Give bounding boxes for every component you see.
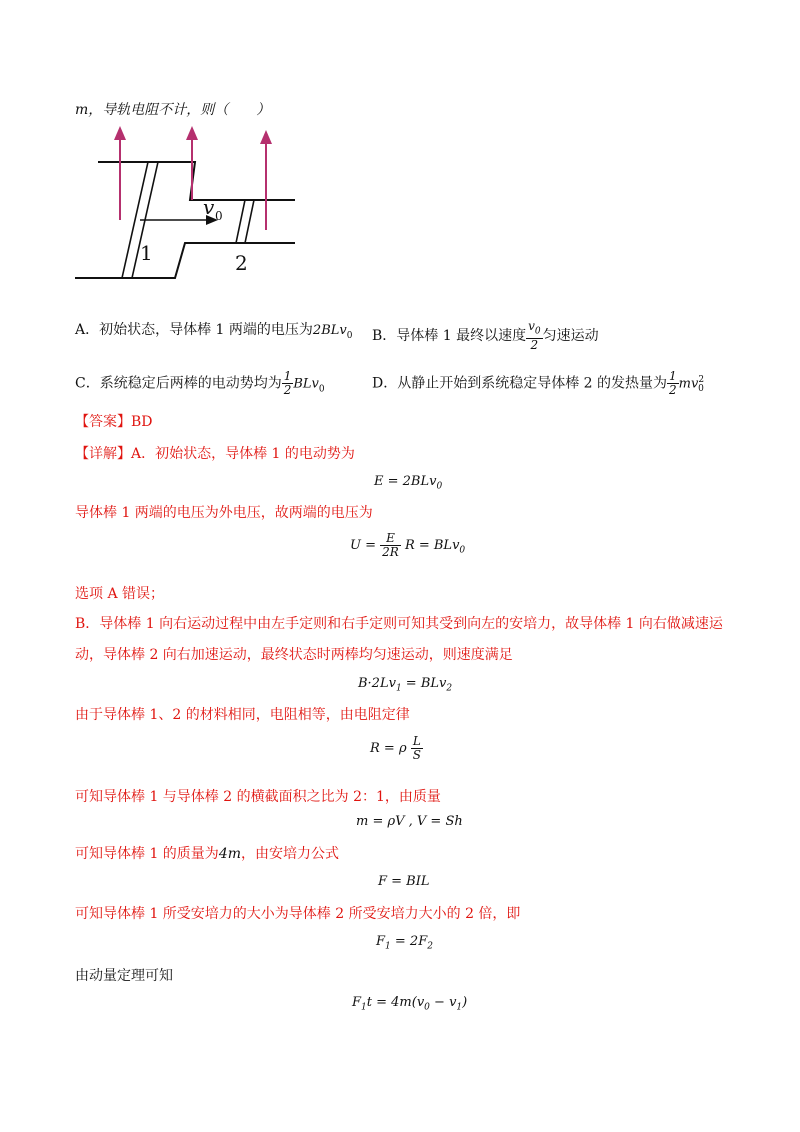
detail-p2: [75, 503, 373, 523]
eq-text: R = BLv: [404, 538, 460, 553]
detail-p8: [75, 844, 339, 864]
sub: 1: [361, 1002, 367, 1013]
detail-text: 选项 A 错误；: [75, 586, 165, 602]
detail-text: 由动量定理可知: [75, 968, 173, 984]
sub: 1: [395, 683, 402, 694]
sub: 2: [446, 683, 453, 694]
rod-2-right: [245, 200, 254, 243]
detail-p1: [75, 444, 355, 464]
eq-resistance: [370, 735, 423, 762]
sub: 1: [456, 1002, 463, 1013]
eq-voltage: [350, 532, 465, 559]
frac-e-over-2r: [380, 532, 401, 559]
frac-half: [282, 370, 294, 397]
detail-text: 可知导体棒 1 的质量为: [75, 846, 219, 862]
eq-mass: [356, 814, 463, 829]
sub: 0: [698, 384, 704, 395]
sub: 0: [318, 384, 325, 395]
eq-text: m = ρV , V = Sh: [356, 814, 463, 829]
detail-text: 可知导体棒 1 与导体棒 2 的横截面积之比为 2：1，由质量: [75, 789, 441, 805]
detail-p5: [75, 645, 513, 665]
eq-text: = BLv: [401, 676, 447, 691]
frac-den: 2: [669, 383, 677, 398]
sub: 0: [346, 330, 353, 341]
eq-text: B·2Lv: [358, 676, 396, 691]
question-stem: [75, 100, 270, 120]
frac-den: 2: [283, 383, 292, 397]
detail-p9: [75, 904, 520, 924]
detail-text: 可知导体棒 1 所受安培力的大小为导体棒 2 所受安培力大小的 2 倍，即: [75, 906, 521, 922]
answer-label: 【答案】: [75, 414, 131, 430]
option-b: [372, 320, 599, 352]
detail-label: 【详解】: [75, 446, 131, 462]
rod-1-label: 1: [140, 241, 153, 265]
frac-v0-over-2: [526, 320, 543, 352]
option-a: [75, 320, 352, 346]
sub: 0: [424, 1002, 430, 1013]
eq-text: F: [352, 995, 362, 1010]
detail-p3: [75, 584, 164, 604]
sub: 0: [436, 481, 443, 492]
frac-den: 2R: [382, 545, 399, 559]
option-d-text: D．从静止开始到系统稳定导体棒 2 的发热量为: [372, 375, 668, 392]
eq-text: = 2F: [390, 934, 428, 949]
option-b-text: B．导体棒 1 最终以速度: [372, 328, 527, 345]
frac-num: v: [528, 319, 535, 333]
eq-ampere: [378, 874, 430, 889]
detail-text: 导体棒 1 两端的电压为外电压，故两端的电压为: [75, 505, 373, 521]
detail-text: A．初始状态，导体棒 1 的电动势为: [131, 446, 355, 462]
detail-p4: [75, 614, 723, 634]
option-a-text: A．初始状态，导体棒 1 两端的电压为: [75, 322, 313, 338]
detail-p10: [75, 966, 173, 986]
option-d-expr: mv: [678, 376, 699, 392]
option-c-text: C．系统稳定后两棒的电动势均为: [75, 375, 282, 392]
eq-text: ): [462, 995, 468, 1010]
answer-line: [75, 412, 153, 432]
detail-text: ，由安培力公式: [241, 846, 339, 862]
detail-text: 动，导体棒 2 向右加速运动，最终状态时两棒均匀速运动，则速度满足: [75, 647, 513, 663]
eq-text: U =: [350, 538, 376, 553]
eq-text: t = 4m: [366, 995, 412, 1010]
field-arrow-1: [114, 126, 126, 220]
eq-force-ratio: [376, 934, 433, 952]
eq-text: − v: [429, 995, 457, 1010]
option-d: [372, 370, 704, 399]
rod-2-left: [236, 200, 245, 243]
eq-velocity: [358, 676, 452, 694]
eq-text: F: [376, 934, 386, 949]
eq-momentum: [352, 995, 467, 1013]
v0-label: v: [203, 195, 215, 219]
option-b-tail: 匀速运动: [542, 328, 599, 345]
sup: 2: [698, 375, 705, 385]
option-c-expr: BLv: [293, 376, 319, 392]
option-c: [75, 370, 325, 399]
answer-value: BD: [131, 414, 153, 430]
frac-den: 2: [530, 338, 539, 353]
frac-den: S: [412, 748, 421, 762]
stem-text: m，导轨电阻不计，则（ ）: [75, 102, 271, 118]
eq-emf: [374, 474, 442, 492]
mass-4m: 4m: [218, 846, 241, 862]
lower-rail: [75, 243, 295, 278]
frac-num: E: [380, 532, 401, 546]
eq-text: F = BIL: [378, 874, 430, 889]
eq-text: (v: [411, 995, 425, 1010]
sub: 1: [385, 941, 391, 952]
frac-num: 1: [669, 369, 677, 384]
detail-p7: [75, 787, 441, 807]
eq-text: R = ρ: [370, 741, 407, 756]
frac-num: L: [411, 735, 423, 749]
rail-diagram: [70, 120, 310, 290]
option-a-expr: 2BLv: [312, 323, 347, 338]
sub: 2: [427, 941, 433, 952]
sub: 0: [459, 545, 466, 556]
frac-num: 1: [283, 369, 292, 383]
rod-2-label: 2: [235, 251, 248, 275]
eq-text: E = 2BLv: [374, 474, 437, 489]
sub: 0: [534, 326, 541, 337]
field-arrow-3: [260, 130, 272, 230]
frac-half: [667, 370, 679, 397]
detail-text: 由于导体棒 1、2 的材料相同，电阻相等，由电阻定律: [75, 707, 410, 723]
v0-subscript: 0: [215, 209, 223, 223]
frac-l-over-s: [411, 735, 423, 762]
detail-p6: [75, 705, 410, 725]
detail-text: B．导体棒 1 向右运动过程中由左手定则和右手定则可知其受到向左的安培力，故导体棒 1 向右做减速运: [75, 616, 723, 632]
